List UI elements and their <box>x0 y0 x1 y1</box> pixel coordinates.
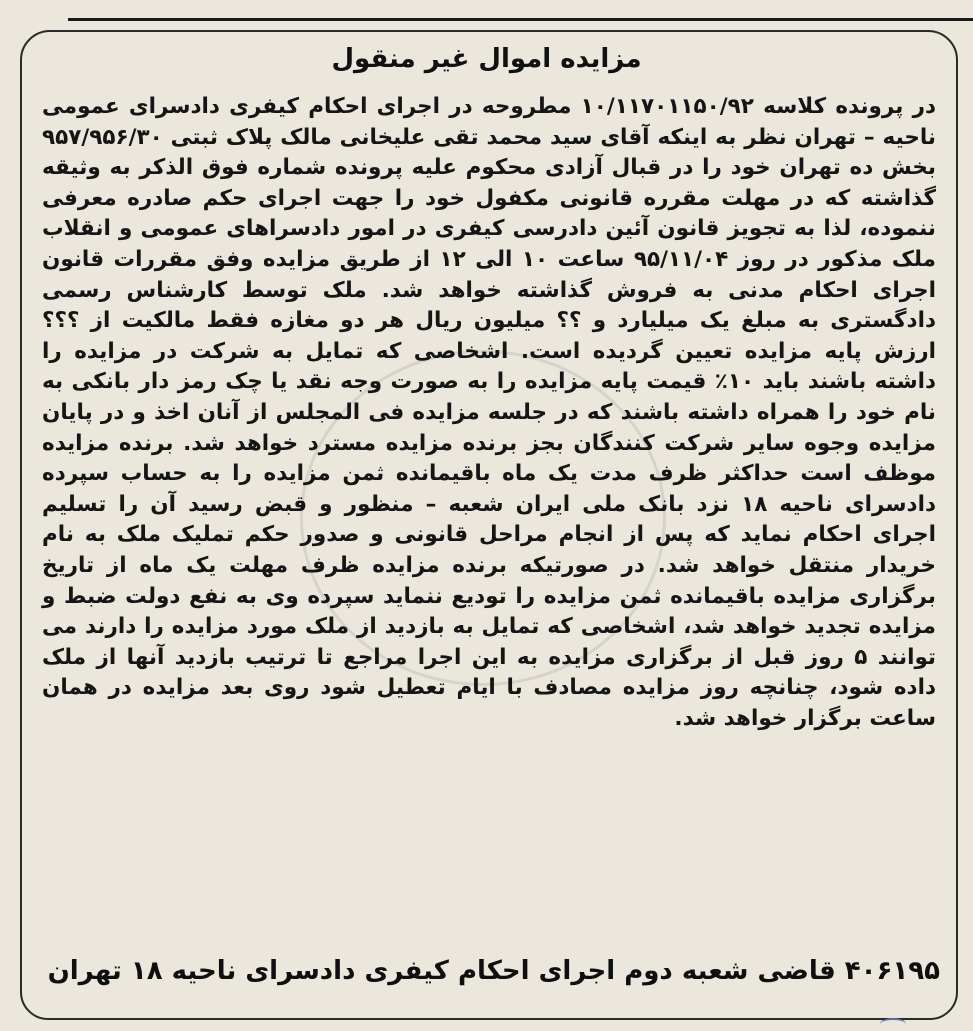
top-rule-line <box>68 0 973 21</box>
notice-footer: ۴۰۶۱۹۵ قاضی شعبه دوم اجرای احکام کیفری دادسرای ناحیه ۱۸ تهران <box>47 956 940 986</box>
notice-title: مزایده اموال غیر منقول <box>331 44 642 74</box>
bottom-edge-mark <box>880 1018 906 1030</box>
notice-body: در پرونده کلاسه ۱۰/۱۱۷۰۱۱۵۰/۹۲ مطروحه در اجرای احکام کیفری دادسرای عمومی ناحیه – تهران نظر به اینکه آقای سید محمد تقی علیخانی مالک پلاک ثبتی ۹۵۷/۹۵۶/۳۰ بخش ده تهران خود را در قبال آزادی محکوم علیه پرونده شماره فوق الذکر به وثیقه گذاشته که در مهلت مقرره قانونی مکفول خود را جهت اجرای حکم صادره معرفی ننموده، لذا به تجویز قانون آئین دادرسی کیفری در امور دادسراهای عمومی و انقلاب ملک مذکور در روز ۹۵/۱۱/۰۴ ساعت ۱۰ الی ۱۲ از طریق مزایده وفق مقررات قانون اجرای احکام مدنی به فروش گذاشته خواهد شد. ملک توسط کارشناس رسمی دادگستری به مبلغ یک میلیارد و ؟؟ میلیون ریال هر دو مغازه فقط مالکیت از ؟؟؟ ارزش پایه مزایده تعیین گردیده است. اشخاصی که تمایل به شرکت در مزایده را داشته باشند باید ۱۰٪ قیمت پایه مزایده را به صورت وجه نقد یا چک رمز دار بانکی به نام خود را همراه داشته باشند که در جلسه مزایده فی المجلس از آنان اخذ و در پایان مزایده وجوه سایر شرکت کنندگان بجز برنده مزایده مسترد خواهد شد. برنده مزایده موظف است حداکثر ظرف مدت یک ماه باقیمانده ثمن مزایده را به حساب سپرده دادسرای ناحیه ۱۸ نزد بانک ملی ایران شعبه – منظور و قبض رسید آن را تسلیم اجرای احکام نماید که پس از انجام مراحل قانونی و صدور حکم تملیک ملک به نام خریدار منتقل خواهد شد. در صورتیکه برنده مزایده ظرف مهلت یک ماه از تاریخ برگزاری مزایده باقیمانده ثمن مزایده را تودیع ننماید سپرده وی به نفع دولت ضبط و مزایده تجدید خواهد شد، اشخاصی که تمایل به بازدید از ملک مورد مزایده را دارند می توانند ۵ روز قبل از برگزاری مزایده به این اجرا مراجع تا ترتیب بازدید آنها از ملک داده شود، چنانچه روز مزایده مصادف با ایام تعطیل شود روی بعد مزایده در همان ساعت برگزار خواهد شد. <box>42 94 936 731</box>
